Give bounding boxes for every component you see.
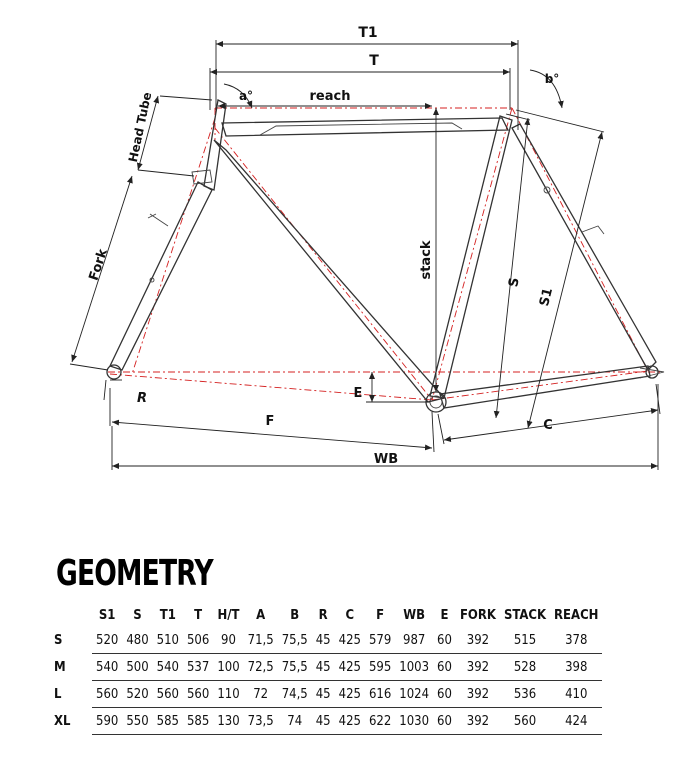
table-cell: 616 <box>365 681 395 708</box>
table-cell: 378 <box>550 627 602 654</box>
label-angle-b: b° <box>544 72 560 86</box>
table-row <box>48 627 602 654</box>
header-corner <box>48 603 92 627</box>
table-cell: 100 <box>213 654 243 681</box>
table-cell: 424 <box>550 708 602 735</box>
table-cell: 1003 <box>395 654 433 681</box>
column-header-s: S <box>133 607 142 623</box>
table-row <box>48 708 602 735</box>
table-cell: 537 <box>183 654 213 681</box>
column-header-fork: FORK <box>459 607 496 623</box>
column-header-f: F <box>376 607 385 623</box>
label-reach: reach <box>309 89 351 104</box>
table-cell: 72 <box>244 681 278 708</box>
label-fork: Fork <box>86 247 111 283</box>
geometry-header-row <box>48 603 602 627</box>
column-header-a: A <box>256 607 266 623</box>
table-cell: 72,5 <box>244 654 278 681</box>
label-angle-a: a° <box>238 89 254 103</box>
column-header-r: R <box>318 607 328 623</box>
table-cell: 60 <box>433 654 456 681</box>
table-cell: 520 <box>122 681 152 708</box>
table-cell: 595 <box>365 654 395 681</box>
row-size-label: XL <box>54 713 71 729</box>
table-cell: 550 <box>122 708 152 735</box>
table-cell: 60 <box>433 681 456 708</box>
table-cell: 560 <box>153 681 183 708</box>
table-cell: 480 <box>122 627 152 654</box>
dimension-lines <box>70 40 660 470</box>
table-cell: 510 <box>153 627 183 654</box>
table-cell: 74,5 <box>278 681 312 708</box>
table-cell: 392 <box>456 681 500 708</box>
table-cell: 425 <box>335 681 365 708</box>
table-cell: 560 <box>183 681 213 708</box>
column-header-t1: T1 <box>159 607 176 623</box>
table-cell: 130 <box>213 708 243 735</box>
table-cell: 585 <box>153 708 183 735</box>
table-cell: 528 <box>500 654 550 681</box>
column-header-b: B <box>290 607 300 623</box>
column-header-t: T <box>194 607 203 623</box>
table-cell: 73,5 <box>244 708 278 735</box>
label-stack: stack <box>419 240 434 280</box>
label-s: S <box>506 276 523 289</box>
column-header-c: C <box>345 607 355 623</box>
bike-frame <box>107 100 664 412</box>
table-cell: 540 <box>92 654 122 681</box>
label-e: E <box>353 386 363 401</box>
label-t: T <box>369 53 379 69</box>
table-cell: 622 <box>365 708 395 735</box>
table-cell: 45 <box>312 654 335 681</box>
table-cell: 585 <box>183 708 213 735</box>
table-cell: 506 <box>183 627 213 654</box>
column-header-e: E <box>440 607 449 623</box>
table-cell: 45 <box>312 681 335 708</box>
table-cell: 1030 <box>395 708 433 735</box>
label-s1: S1 <box>537 286 557 308</box>
table-cell: 60 <box>433 627 456 654</box>
table-cell: 560 <box>92 681 122 708</box>
row-size-label: M <box>54 659 66 675</box>
frame-centerlines <box>108 108 662 400</box>
geometry-title: GEOMETRY <box>56 553 213 594</box>
column-header-stack: STACK <box>503 607 547 623</box>
table-cell: 425 <box>335 708 365 735</box>
table-cell: 1024 <box>395 681 433 708</box>
table-cell: 410 <box>550 681 602 708</box>
table-cell: 590 <box>92 708 122 735</box>
table-cell: 579 <box>365 627 395 654</box>
table-cell: 75,5 <box>278 627 312 654</box>
geometry-table-body <box>48 627 602 735</box>
table-cell: 425 <box>335 627 365 654</box>
label-wb: WB <box>373 452 399 467</box>
table-cell: 520 <box>92 627 122 654</box>
table-cell: 45 <box>312 627 335 654</box>
table-cell: 398 <box>550 654 602 681</box>
table-cell: 110 <box>213 681 243 708</box>
table-row <box>48 681 602 708</box>
geometry-table <box>48 603 602 735</box>
table-cell: 392 <box>456 708 500 735</box>
label-head-tube: Head Tube <box>125 90 155 164</box>
table-cell: 425 <box>335 654 365 681</box>
column-header-reach: REACH <box>554 607 599 623</box>
table-cell: 540 <box>153 654 183 681</box>
table-cell: 60 <box>433 708 456 735</box>
table-cell: 536 <box>500 681 550 708</box>
table-cell: 515 <box>500 627 550 654</box>
label-r: R <box>136 391 148 406</box>
label-c: C <box>543 418 553 433</box>
column-header-wb: WB <box>403 607 426 623</box>
table-cell: 90 <box>213 627 243 654</box>
table-cell: 75,5 <box>278 654 312 681</box>
column-header-s1: S1 <box>98 607 116 623</box>
table-cell: 392 <box>456 654 500 681</box>
table-cell: 392 <box>456 627 500 654</box>
table-row <box>48 654 602 681</box>
table-cell: 987 <box>395 627 433 654</box>
label-f: F <box>265 414 275 429</box>
table-cell: 71,5 <box>244 627 278 654</box>
table-cell: 45 <box>312 708 335 735</box>
label-t1: T1 <box>358 25 378 41</box>
column-header-h-t: H/T <box>217 607 240 623</box>
table-cell: 74 <box>278 708 312 735</box>
row-size-label: S <box>54 632 63 648</box>
row-size-label: L <box>54 686 62 702</box>
table-cell: 500 <box>122 654 152 681</box>
table-cell: 560 <box>500 708 550 735</box>
